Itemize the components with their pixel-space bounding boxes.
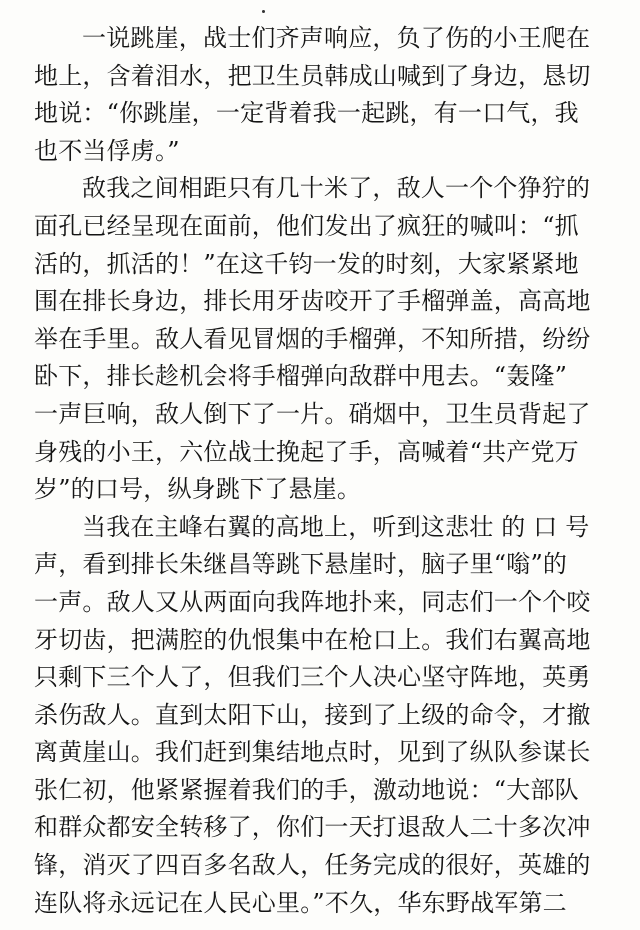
paragraph-2 — [34, 170, 634, 508]
print-speck — [262, 10, 265, 13]
text-line: 围在排长身边，排长用牙齿咬开了手榴弹盖，高高地 — [34, 287, 591, 316]
text-line: 活的，抓活的！”在这千钧一发的时刻，大家紧紧地 — [34, 249, 579, 278]
text-line: 身残的小王，六位战士挽起了手，高喊着“共产党万 — [34, 437, 579, 466]
text-line: 一声巨响，敌人倒下了一片。硝烟中，卫生员背起了 — [34, 399, 591, 428]
text-line: 牙切齿，把满腔的仇恨集中在枪口上。我们右翼高地 — [34, 625, 591, 654]
text-line: 一声。敌人又从两面向我阵地扑来，同志们一个个咬 — [34, 587, 591, 616]
text-line: 连队将永远记在人民心里。”不久，华东野战军第二 — [34, 888, 567, 917]
text-line: 敌我之间相距只有几十米了，敌人一个个狰狞的 — [82, 174, 591, 203]
text-line: 举在手里。敌人看见冒烟的手榴弹，不知所措，纷纷 — [34, 324, 591, 353]
text-line: 地说：“你跳崖，一定背着我一起跳，有一口气，我 — [34, 99, 579, 128]
text-line: 和群众都安全转移了，你们一天打退敌人二十多次冲 — [34, 813, 591, 842]
text-line: 也不当俘虏。” — [34, 136, 180, 165]
text-line: 当我在主峰右翼的高地上，听到这悲壮 的 口 号 — [82, 512, 590, 541]
text-line: 锋，消灭了四百多名敌人，任务完成的很好，英雄的 — [34, 851, 591, 880]
text-line: 杀伤敌人。直到太阳下山，接到了上级的命令，才撤 — [34, 700, 591, 729]
text-line: 面孔已经呈现在面前，他们发出了疯狂的喊叫：“抓 — [34, 211, 579, 240]
text-line: 卧下，排长趁机会将手榴弹向敌群中甩去。“轰隆” — [34, 362, 568, 391]
paragraph-1 — [34, 20, 634, 170]
text-line: 声，看到排长朱继昌等跳下悬崖时，脑子里“嗡”的 — [34, 550, 568, 579]
text-line: 张仁初，他紧紧握着我们的手，激动地说：“大部队 — [34, 775, 579, 804]
text-line: 一说跳崖，战士们齐声响应，负了伤的小王爬在 — [82, 24, 591, 52]
text-line: 岁”的口号，纵身跳下了悬崖。 — [34, 475, 362, 504]
body-text — [34, 20, 634, 922]
text-line: 离黄崖山。我们赶到集结地点时，见到了纵队参谋长 — [34, 738, 591, 767]
paragraph-3 — [34, 509, 634, 923]
text-line: 只剩下三个人了，但我们三个人决心坚守阵地，英勇 — [34, 663, 591, 692]
text-line: 地上，含着泪水，把卫生员韩成山喊到了身边，恳切 — [34, 61, 591, 90]
